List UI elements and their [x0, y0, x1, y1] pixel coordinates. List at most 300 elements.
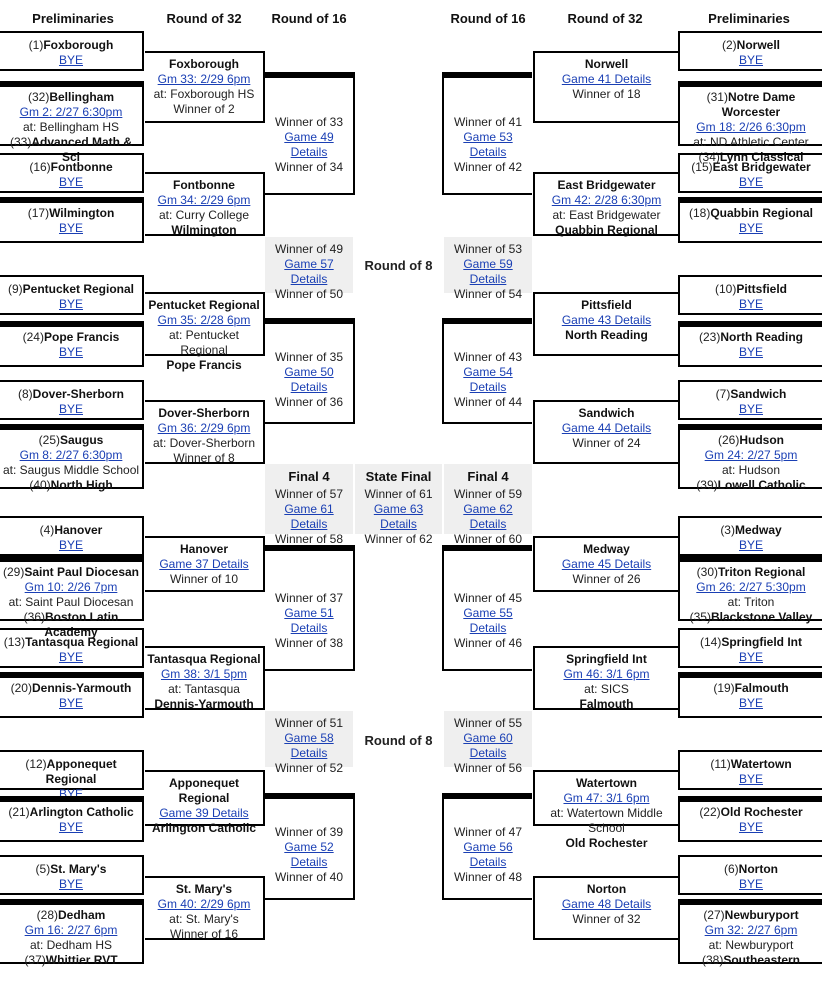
game-link[interactable]: Gm 18: 2/26 6:30pm [696, 120, 806, 134]
game-link[interactable]: Game 50 Details [284, 365, 334, 394]
seed-number: (23) [698, 330, 721, 344]
prelim-slot [0, 672, 144, 718]
team-name: Watertown [730, 757, 792, 771]
winner-of: Winner of 39 [274, 825, 344, 839]
opponent: Quabbin Regional [555, 223, 658, 237]
team-name: Springfield Int [566, 652, 647, 666]
prelim-slot [678, 672, 822, 718]
bye-link[interactable]: BYE [58, 175, 83, 189]
opponent: Winner of 32 [572, 912, 641, 926]
winner-of: Winner of 47 [453, 825, 523, 839]
seed-number: (3) [720, 523, 735, 537]
game-link[interactable]: Gm 26: 2/27 5:30pm [696, 580, 806, 594]
game-location: at: SICS [584, 682, 629, 696]
team-name: Pittsfield [581, 298, 632, 312]
game-link[interactable]: Game 58 Details [284, 731, 334, 760]
prelim-team-row [680, 953, 822, 968]
bracket-connector [442, 545, 444, 669]
game-location: at: Curry College [158, 208, 250, 222]
header-left-r16: Round of 16 [271, 11, 347, 26]
bracket-connector [442, 193, 532, 195]
seed-number: (35) [689, 610, 711, 624]
winner-of: Winner of 37 [274, 591, 344, 605]
bye-link[interactable]: BYE [738, 53, 763, 67]
seed-number: (9) [7, 282, 23, 296]
winner-of: Winner of 49 [274, 242, 344, 256]
prelim-slot [0, 899, 144, 967]
team-name: St. Mary's [50, 862, 107, 876]
prelim-slot [0, 380, 144, 420]
header-left-prelim: Preliminaries [32, 11, 114, 26]
bracket-connector [442, 669, 532, 671]
team-name: Hanover [179, 542, 229, 556]
prelim-team-row [680, 565, 822, 580]
bracket-connector [353, 72, 355, 193]
game-link[interactable]: Game 48 Details [561, 897, 652, 911]
winner-of: Winner of 51 [274, 716, 344, 730]
round-of-32-game [533, 400, 678, 464]
opponent: Winner of 10 [169, 572, 239, 586]
prelim-slot [0, 275, 144, 315]
team-name: Quabbin Regional [710, 206, 813, 220]
team-name: Watertown [576, 776, 637, 790]
game-link[interactable]: Gm 34: 2/29 6pm [157, 193, 251, 207]
round-of-32-game [533, 536, 678, 592]
team-name: Advanced Math & Sci [31, 135, 133, 164]
seed-number: (29) [2, 565, 25, 579]
game-link[interactable]: Game 63 Details [373, 502, 424, 531]
winner-of: Winner of 62 [364, 532, 433, 546]
prelim-slot [678, 556, 822, 624]
game-link[interactable]: Game 43 Details [561, 313, 652, 327]
bracket-connector [442, 422, 532, 424]
prelim-team-row [0, 330, 142, 345]
seed-number: (30) [696, 565, 718, 579]
game-link[interactable]: Game 39 Details [159, 806, 249, 820]
final-4-left [265, 464, 353, 546]
game-link[interactable]: Game 52 Details [284, 840, 334, 869]
game-link[interactable]: Gm 2: 2/27 6:30pm [19, 105, 123, 119]
team-name: Norwell [584, 57, 629, 71]
team-name: Newburyport [724, 908, 799, 922]
prelim-slot [0, 153, 144, 193]
round-of-16-game [265, 591, 353, 651]
round-title: State Final [365, 469, 432, 484]
team-name: Fontbonne [50, 160, 113, 174]
game-location: at: Dedham HS [29, 938, 113, 952]
team-name: Tantasqua Regional [147, 652, 261, 666]
game-location: at: Saint Paul Diocesan [8, 595, 134, 609]
team-name: Tantasqua Regional [25, 635, 139, 649]
team-name: Wilmington [49, 206, 115, 220]
winner-of: Winner of 45 [453, 591, 523, 605]
game-location: at: Triton [727, 595, 775, 609]
header-right-r32: Round of 32 [567, 11, 643, 26]
bye-link[interactable]: BYE [58, 538, 83, 552]
prelim-team-row [680, 681, 822, 696]
prelim-slot [678, 275, 822, 315]
prelim-slot [0, 197, 144, 243]
prelim-slot [678, 424, 822, 492]
team-name: Blackstone Valley [710, 610, 813, 624]
opponent: Winner of 16 [169, 927, 239, 941]
bracket-connector [265, 422, 355, 424]
bye-link[interactable]: BYE [58, 696, 83, 710]
game-location: at: Foxborough HS [153, 87, 255, 101]
bracket-connector [265, 898, 355, 900]
prelim-team-row [680, 805, 822, 820]
bye-link[interactable]: BYE [58, 402, 83, 416]
game-link[interactable]: Gm 35: 2/28 6pm [157, 313, 251, 327]
prelim-team-row [680, 478, 822, 493]
opponent: Winner of 26 [572, 572, 641, 586]
seed-number: (19) [713, 681, 735, 695]
round-of-8-game [444, 237, 532, 301]
seed-number: (1) [28, 38, 44, 52]
bye-link[interactable]: BYE [58, 877, 83, 891]
bracket-connector [353, 545, 355, 669]
prelim-slot [678, 899, 822, 967]
bracket-connector [265, 545, 355, 551]
bye-link[interactable]: BYE [58, 297, 83, 311]
header-right-prelim: Preliminaries [708, 11, 790, 26]
prelim-slot [0, 556, 144, 639]
team-name: East Bridgewater [557, 178, 656, 192]
winner-of: Winner of 50 [274, 287, 344, 301]
team-name: Sandwich [578, 406, 635, 420]
bracket-connector [442, 793, 444, 898]
round-of-32-game [145, 536, 265, 592]
prelim-team-row [0, 635, 142, 650]
header-left-r32: Round of 32 [166, 11, 242, 26]
seed-number: (10) [714, 282, 737, 296]
team-name: Dover-Sherborn [32, 387, 125, 401]
prelim-team-row [680, 523, 822, 538]
winner-of: Winner of 60 [453, 532, 523, 546]
team-name: Dedham [58, 908, 106, 922]
game-link[interactable]: Gm 42: 2/28 6:30pm [551, 193, 662, 207]
team-name: Sandwich [730, 387, 787, 401]
winner-of: Winner of 52 [274, 761, 344, 775]
prelim-slot [678, 81, 822, 164]
game-location: at: Saugus Middle School [2, 463, 140, 477]
opponent: Dennis-Yarmouth [154, 697, 254, 711]
opponent: Winner of 2 [173, 102, 235, 116]
game-link[interactable]: Game 49 Details [284, 130, 334, 159]
prelim-slot [678, 153, 822, 193]
bye-link[interactable]: BYE [738, 538, 763, 552]
prelim-team-row [680, 206, 822, 221]
team-name: Pentucket Regional [22, 282, 135, 296]
round-of-8-game [265, 237, 353, 301]
header-right-r16: Round of 16 [450, 11, 526, 26]
winner-of: Winner of 53 [453, 242, 523, 256]
opponent: Winner of 18 [572, 87, 641, 101]
round-of-32-game [145, 770, 265, 835]
bracket-connector [265, 193, 355, 195]
bye-link[interactable]: BYE [738, 221, 763, 235]
seed-number: (8) [17, 387, 33, 401]
bracket-connector [442, 72, 444, 193]
opponent: North Reading [565, 328, 648, 342]
round-of-32-game [533, 646, 678, 710]
game-link[interactable]: Game 62 Details [463, 502, 513, 531]
prelim-team-row [680, 160, 822, 175]
team-name: Springfield Int [721, 635, 802, 649]
round-of-32-game [533, 172, 678, 236]
team-name: Southeastern [723, 953, 801, 967]
winner-of: Winner of 61 [364, 487, 433, 501]
seed-number: (34) [698, 150, 720, 164]
team-name: Apponequet Regional [169, 776, 239, 805]
bracket-connector [442, 793, 532, 799]
bye-link[interactable]: BYE [58, 650, 83, 664]
team-name: Pentucket Regional [148, 298, 260, 312]
winner-of: Winner of 57 [274, 487, 344, 501]
game-link[interactable]: Gm 47: 3/1 6pm [563, 791, 650, 805]
team-name: Medway [734, 523, 782, 537]
game-location: at: Pentucket Regional [168, 328, 240, 357]
round-title: Final 4 [288, 469, 330, 484]
header-round-of-8-top: Round of 8 [364, 258, 433, 273]
prelim-team-row [0, 565, 142, 580]
winner-of: Winner of 58 [274, 532, 344, 546]
round-of-32-game [145, 172, 265, 236]
seed-number: (13) [3, 635, 26, 649]
game-link[interactable]: Game 57 Details [284, 257, 334, 286]
seed-number: (24) [22, 330, 44, 344]
bye-link[interactable]: BYE [738, 297, 763, 311]
seed-number: (21) [8, 805, 30, 819]
seed-number: (6) [724, 862, 739, 876]
game-link[interactable]: Gm 10: 2/26 7pm [24, 580, 118, 594]
game-link[interactable]: Game 53 Details [463, 130, 513, 159]
team-name: Bellingham [49, 90, 115, 104]
winner-of: Winner of 38 [274, 636, 344, 650]
game-link[interactable]: Gm 36: 2/29 6pm [157, 421, 251, 435]
opponent: Old Rochester [565, 836, 648, 850]
winner-of: Winner of 40 [274, 870, 344, 884]
bye-link[interactable]: BYE [58, 53, 83, 67]
team-name: Boston Latin Academy [44, 610, 119, 639]
bye-link[interactable]: BYE [738, 175, 763, 189]
prelim-team-row [0, 38, 142, 53]
prelim-team-row [0, 387, 142, 402]
game-location: at: Bellingham HS [22, 120, 120, 134]
prelim-team-row [0, 160, 142, 175]
bye-link[interactable]: BYE [738, 820, 763, 834]
seed-number: (33) [9, 135, 32, 149]
seed-number: (27) [703, 908, 725, 922]
team-name: Pope Francis [43, 330, 120, 344]
prelim-team-row [0, 862, 142, 877]
team-name: Saugus [60, 433, 104, 447]
seed-number: (32) [27, 90, 50, 104]
winner-of: Winner of 55 [453, 716, 523, 730]
prelim-slot [0, 516, 144, 556]
seed-number: (16) [29, 160, 51, 174]
game-link[interactable]: Game 59 Details [463, 257, 513, 286]
seed-number: (38) [701, 953, 724, 967]
game-link[interactable]: Gm 33: 2/29 6pm [157, 72, 251, 86]
game-link[interactable]: Gm 46: 3/1 6pm [563, 667, 650, 681]
prelim-slot [0, 855, 144, 895]
winner-of: Winner of 54 [453, 287, 523, 301]
bye-link[interactable]: BYE [738, 402, 763, 416]
round-of-32-game [145, 876, 265, 940]
seed-number: (31) [706, 90, 728, 104]
game-link[interactable]: Game 41 Details [561, 72, 652, 86]
game-link[interactable]: Gm 16: 2/27 6pm [24, 923, 118, 937]
round-of-32-game [533, 770, 678, 850]
bracket-connector [265, 318, 355, 324]
game-location: at: Tantasqua [168, 682, 240, 696]
bracket-connector [442, 318, 444, 422]
bye-link[interactable]: BYE [58, 345, 83, 359]
round-of-16-game [265, 825, 353, 885]
prelim-team-row [0, 90, 142, 105]
seed-number: (14) [699, 635, 722, 649]
prelim-team-row [680, 90, 822, 120]
game-location: at: Watertown Middle School [550, 806, 663, 835]
prelim-slot [678, 750, 822, 790]
round-of-8-game [265, 711, 353, 775]
winner-of: Winner of 48 [453, 870, 523, 884]
team-name: Foxborough [169, 57, 239, 71]
prelim-team-row [680, 282, 822, 297]
team-name: Fontbonne [173, 178, 235, 192]
game-link[interactable]: Game 56 Details [463, 840, 513, 869]
game-link[interactable]: Gm 32: 2/27 6pm [704, 923, 798, 937]
seed-number: (2) [721, 38, 737, 52]
game-link[interactable]: Game 60 Details [463, 731, 513, 760]
bracket-connector [265, 72, 355, 78]
prelim-slot [678, 31, 822, 71]
seed-number: (20) [10, 681, 32, 695]
seed-number: (25) [38, 433, 60, 447]
final-4-right [444, 464, 532, 546]
bracket-connector [353, 793, 355, 898]
game-link[interactable]: Gm 38: 3/1 5pm [160, 667, 248, 681]
winner-of: Winner of 36 [274, 395, 344, 409]
game-location: at: Dover-Sherborn [152, 436, 256, 450]
game-link[interactable]: Game 61 Details [284, 502, 334, 531]
team-name: Triton Regional [718, 565, 806, 579]
team-name: Dennis-Yarmouth [31, 681, 132, 695]
prelim-slot [678, 380, 822, 420]
round-of-32-game [533, 51, 678, 123]
prelim-team-row [680, 387, 822, 402]
bracket-connector [265, 669, 355, 671]
round-of-32-game [145, 51, 265, 123]
prelim-slot [678, 321, 822, 367]
prelim-slot [678, 628, 822, 668]
bracket-connector [442, 72, 532, 78]
prelim-team-row [0, 206, 142, 221]
round-of-16-game [444, 350, 532, 410]
winner-of: Winner of 42 [453, 160, 523, 174]
game-link[interactable]: Game 45 Details [561, 557, 652, 571]
bye-link[interactable]: BYE [738, 696, 763, 710]
round-of-32-game [145, 400, 265, 464]
team-name: Norton [738, 862, 778, 876]
seed-number: (26) [717, 433, 740, 447]
bye-link[interactable]: BYE [58, 787, 83, 801]
prelim-slot [0, 81, 144, 164]
round-of-32-game [533, 292, 678, 356]
seed-number: (7) [715, 387, 731, 401]
seed-number: (28) [36, 908, 58, 922]
prelim-team-row [0, 805, 142, 820]
team-name: Whittier RVT [45, 953, 118, 967]
prelim-slot [678, 855, 822, 895]
round-of-32-game [145, 646, 265, 710]
opponent: Falmouth [579, 697, 634, 711]
seed-number: (15) [691, 160, 713, 174]
prelim-team-row [0, 681, 142, 696]
round-of-16-game [265, 115, 353, 175]
seed-number: (36) [23, 610, 45, 624]
prelim-team-row [680, 38, 822, 53]
game-link[interactable]: Gm 24: 2/27 5pm [704, 448, 798, 462]
bye-link[interactable]: BYE [738, 877, 763, 891]
team-name: Hanover [54, 523, 103, 537]
game-link[interactable]: Game 51 Details [284, 606, 334, 635]
opponent: Arlington Catholic [152, 821, 256, 835]
bye-link[interactable]: BYE [58, 221, 83, 235]
prelim-slot [0, 321, 144, 367]
game-link[interactable]: Gm 8: 2/27 6:30pm [19, 448, 123, 462]
game-location: at: Hudson [721, 463, 781, 477]
seed-number: (4) [39, 523, 55, 537]
prelim-team-row [680, 330, 822, 345]
game-link[interactable]: Game 54 Details [463, 365, 513, 394]
prelim-slot [0, 796, 144, 842]
team-name: Hudson [739, 433, 784, 447]
bye-link[interactable]: BYE [738, 345, 763, 359]
game-link[interactable]: Game 55 Details [463, 606, 513, 635]
game-link[interactable]: Game 37 Details [159, 557, 249, 571]
winner-of: Winner of 41 [453, 115, 523, 129]
winner-of: Winner of 59 [453, 487, 523, 501]
team-name: Notre Dame Worcester [721, 90, 796, 119]
header-round-of-8-bottom: Round of 8 [364, 733, 433, 748]
winner-of: Winner of 56 [453, 761, 523, 775]
round-title: Final 4 [467, 469, 509, 484]
seed-number: (18) [688, 206, 711, 220]
round-of-8-game [444, 711, 532, 775]
bye-link[interactable]: BYE [738, 650, 763, 664]
bye-link[interactable]: BYE [58, 820, 83, 834]
game-link[interactable]: Game 44 Details [561, 421, 652, 435]
opponent: Pope Francis [166, 358, 242, 372]
team-name: Norton [586, 882, 627, 896]
prelim-team-row [680, 908, 822, 923]
team-name: Arlington Catholic [29, 805, 134, 819]
bye-link[interactable]: BYE [738, 772, 763, 786]
seed-number: (39) [696, 478, 718, 492]
prelim-team-row [680, 433, 822, 448]
game-location: at: Newburyport [708, 938, 794, 952]
game-link[interactable]: Gm 40: 2/29 6pm [157, 897, 251, 911]
prelim-team-row [680, 610, 822, 625]
bracket-connector [353, 318, 355, 422]
game-location: at: St. Mary's [169, 912, 239, 926]
opponent: Winner of 8 [173, 451, 235, 465]
round-of-32-game [145, 292, 265, 372]
prelim-team-row [0, 953, 142, 968]
round-of-16-game [444, 825, 532, 885]
